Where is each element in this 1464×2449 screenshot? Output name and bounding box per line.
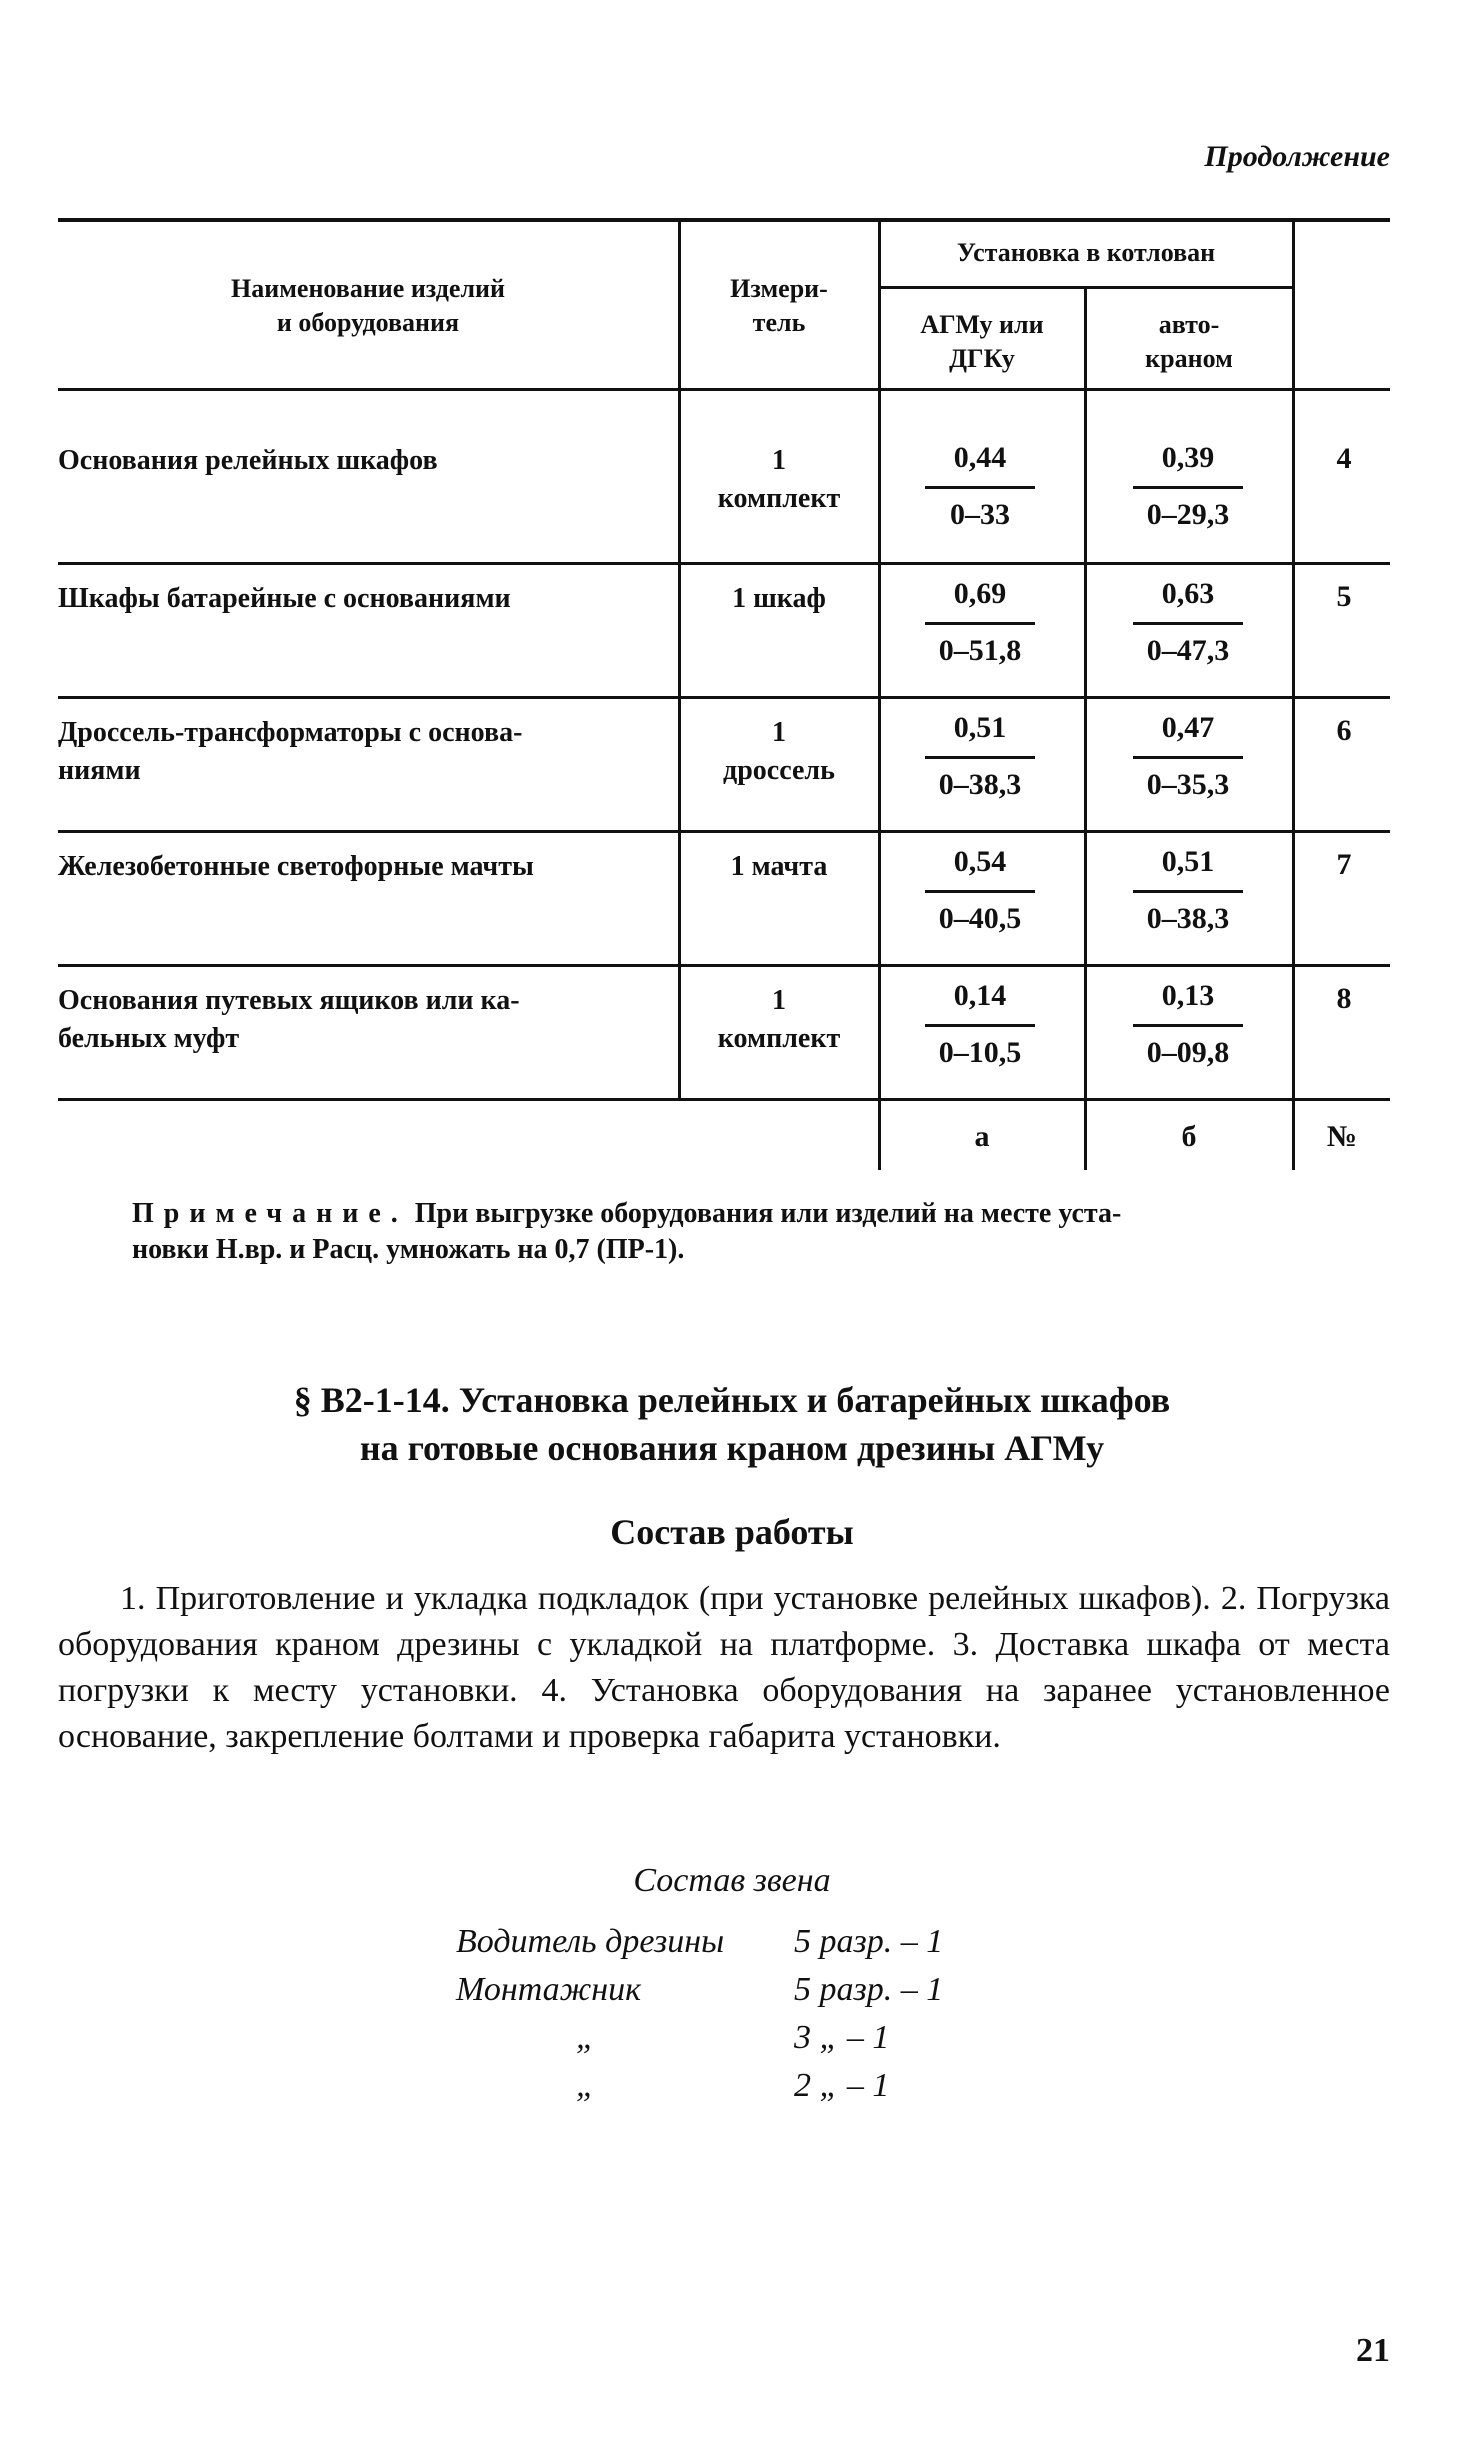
- column-rule: [1292, 218, 1295, 1170]
- crew-role: Водитель дрезины: [456, 1923, 725, 1960]
- value-agmu: [880, 438, 1080, 535]
- row-unit: 1 комплект: [717, 445, 841, 514]
- row-unit: 1 шкаф: [732, 583, 826, 614]
- rate: 0–29,3: [1146, 498, 1230, 531]
- fraction-bar: [1133, 486, 1243, 489]
- column-letter-a: а: [974, 1120, 990, 1153]
- time-norm: 0,51: [953, 711, 1007, 744]
- row-number: 8: [1336, 982, 1352, 1015]
- row-name: Основания путевых ящиков или ка- бельных муфт: [58, 985, 520, 1054]
- continued-label: Продолжение: [1204, 140, 1390, 173]
- crew-role: „: [576, 2019, 595, 2056]
- note-label: Примечание.: [132, 1198, 408, 1229]
- crew-grade: 5 разр. – 1: [794, 1971, 944, 2008]
- rate: 0–09,8: [1146, 1036, 1230, 1069]
- time-norm: 0,13: [1161, 979, 1215, 1012]
- row-number: 4: [1336, 442, 1352, 475]
- column-letter-b: б: [1181, 1120, 1197, 1153]
- value-autocrane: [1088, 708, 1288, 805]
- fraction-bar: [925, 890, 1035, 893]
- table-bottom-rule: [58, 1098, 1390, 1101]
- header-bottom-rule: [58, 388, 1390, 391]
- rate: 0–51,8: [938, 634, 1022, 667]
- row-unit: 1 дроссель: [723, 717, 835, 786]
- page-number: 21: [1356, 2332, 1390, 2369]
- crew-roles: [456, 1918, 786, 2110]
- crew-grade: 5 разр. – 1: [794, 1923, 944, 1960]
- work-description: 1. Приготовление и укладка подкладок (при установке релейных шкафов). 2. Погрузка оборудования краном дрезины с укладкой на платформе. 3. Доставка шкафа от места погрузки к месту установки. 4. Установка оборудования на заранее установленное основание, закрепление болтами и проверка габарита установки.: [58, 1580, 1390, 1755]
- row-rule: [58, 696, 1390, 699]
- section-title-line2: на готовые основания краном дрезины АГМу: [359, 1428, 1105, 1468]
- row-number: 7: [1336, 848, 1352, 881]
- value-autocrane: [1088, 438, 1288, 535]
- row-unit: 1 мачта: [730, 851, 828, 882]
- crew-grade: 2 „ – 1: [794, 2067, 890, 2104]
- time-norm: 0,69: [953, 577, 1007, 610]
- rate: 0–35,3: [1146, 768, 1230, 801]
- value-agmu: [880, 842, 1080, 939]
- column-number-sign: №: [1326, 1120, 1358, 1153]
- section-title-line1: § В2-1-14. Установка релейных и батарейных шкафов: [293, 1380, 1171, 1420]
- row-name: Основания релейных шкафов: [58, 445, 438, 476]
- row-number: 6: [1336, 714, 1352, 747]
- fraction-bar: [1133, 1024, 1243, 1027]
- time-norm: 0,47: [1161, 711, 1215, 744]
- norms-table: [58, 218, 1390, 1170]
- value-autocrane: [1088, 976, 1288, 1073]
- header-name: Наименование изделий и оборудования: [230, 274, 506, 337]
- row-rule: [58, 964, 1390, 967]
- rate: 0–38,3: [1146, 902, 1230, 935]
- table-top-rule: [58, 218, 1390, 222]
- row-unit: 1 комплект: [717, 985, 841, 1054]
- rate: 0–38,3: [938, 768, 1022, 801]
- rate: 0–47,3: [1146, 634, 1230, 667]
- fraction-bar: [925, 622, 1035, 625]
- fraction-bar: [1133, 756, 1243, 759]
- value-agmu: [880, 574, 1080, 671]
- note-text: При выгрузке оборудования или изделий на месте уста- новки Н.вр. и Расц. умножать на 0,7 (ПР-1).: [132, 1198, 1122, 1265]
- row-rule: [58, 562, 1390, 565]
- column-rule: [1084, 288, 1087, 1170]
- row-number: 5: [1336, 580, 1352, 613]
- rate: 0–40,5: [938, 902, 1022, 935]
- work-heading: Состав работы: [610, 1512, 854, 1552]
- header-agmu: АГМу или ДГКу: [920, 310, 1044, 373]
- value-autocrane: [1088, 842, 1288, 939]
- row-name: Дроссель-трансформаторы с основа- ниями: [58, 717, 523, 786]
- fraction-bar: [925, 756, 1035, 759]
- crew-role: Монтажник: [456, 1971, 642, 2008]
- fraction-bar: [1133, 890, 1243, 893]
- rate: 0–10,5: [938, 1036, 1022, 1069]
- crew-role: „: [576, 2067, 595, 2104]
- row-name: Железобетонные светофорные мачты: [58, 851, 534, 882]
- time-norm: 0,14: [953, 979, 1007, 1012]
- row-name: Шкафы батарейные с основаниями: [58, 583, 511, 614]
- header-install-group: Установка в котлован: [956, 238, 1216, 267]
- fraction-bar: [1133, 622, 1243, 625]
- crew-grades: [794, 1918, 1034, 2110]
- value-autocrane: [1088, 574, 1288, 671]
- crew-heading: Состав звена: [633, 1862, 831, 1899]
- header-autocrane: авто- краном: [1145, 310, 1233, 373]
- fraction-bar: [925, 1024, 1035, 1027]
- column-rule: [678, 218, 681, 1098]
- header-unit: Измери- тель: [730, 274, 828, 337]
- crew-grade: 3 „ – 1: [794, 2019, 890, 2056]
- group-header-rule: [880, 286, 1294, 289]
- time-norm: 0,54: [953, 845, 1007, 878]
- value-agmu: [880, 976, 1080, 1073]
- rate: 0–33: [950, 498, 1010, 531]
- table-note: [132, 1196, 1394, 1268]
- row-rule: [58, 830, 1390, 833]
- time-norm: 0,44: [953, 441, 1007, 474]
- fraction-bar: [925, 486, 1035, 489]
- time-norm: 0,63: [1161, 577, 1215, 610]
- value-agmu: [880, 708, 1080, 805]
- time-norm: 0,39: [1161, 441, 1215, 474]
- time-norm: 0,51: [1161, 845, 1215, 878]
